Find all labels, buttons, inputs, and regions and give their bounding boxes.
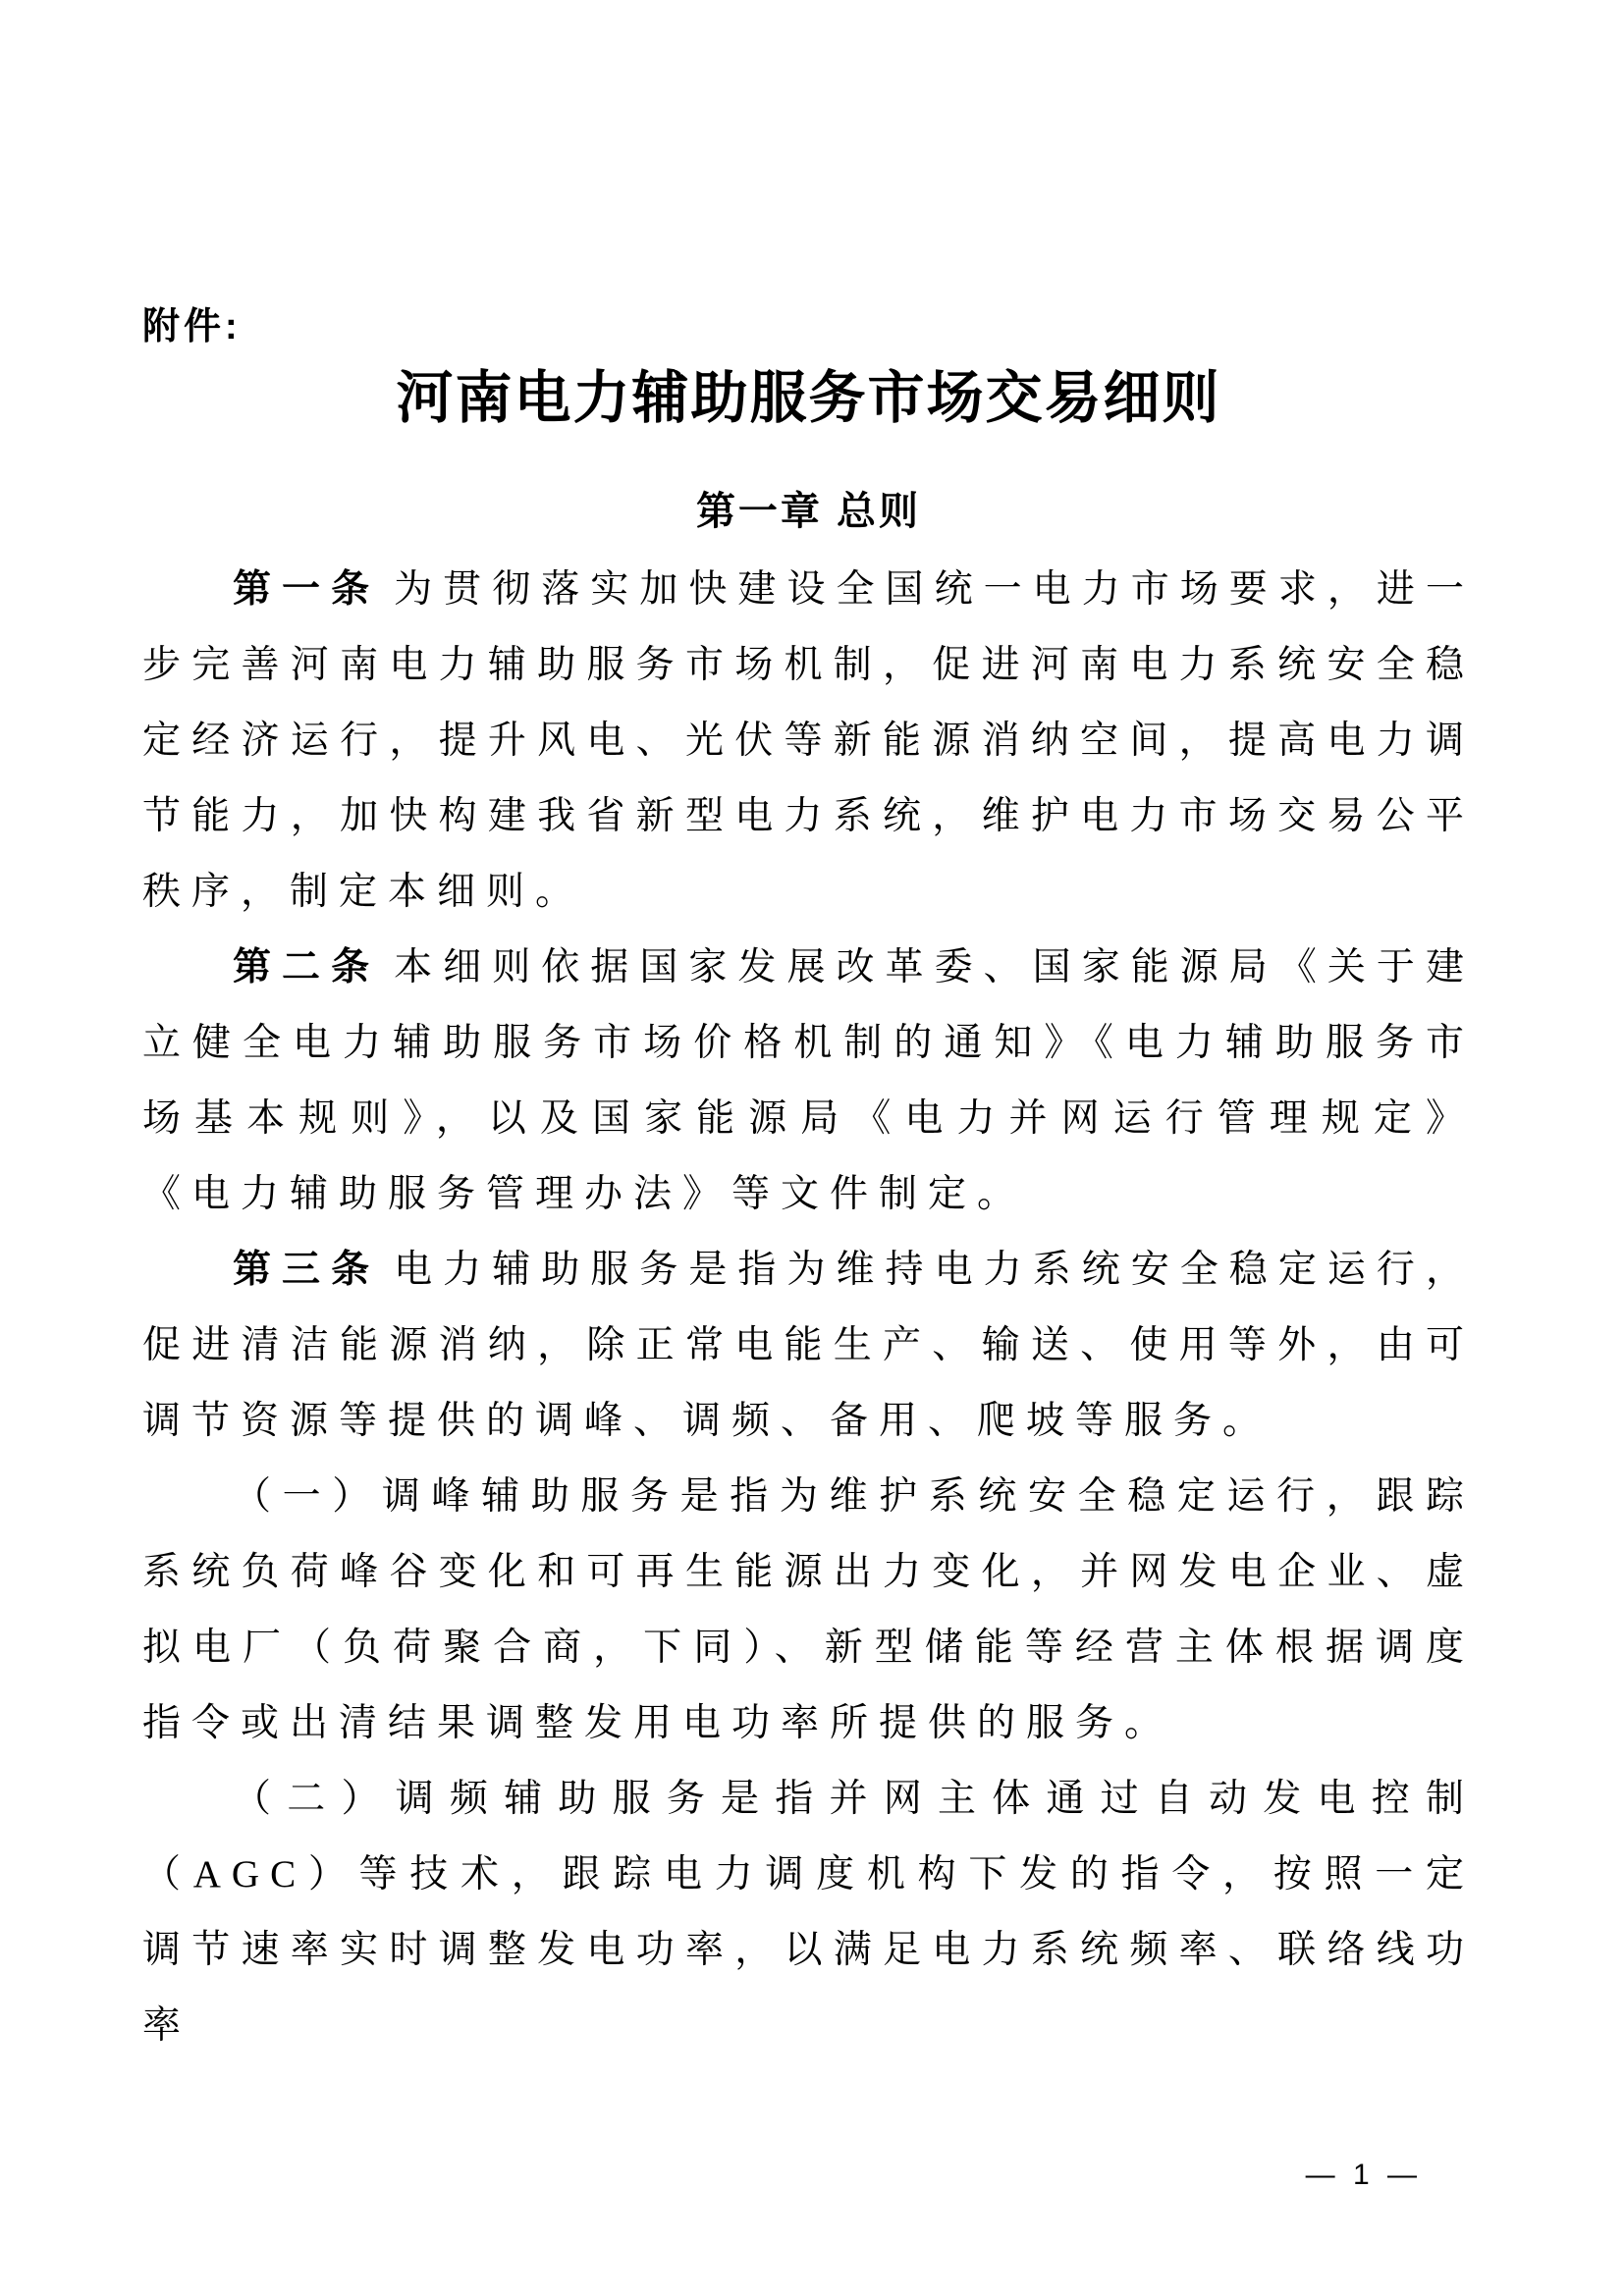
item-2-text: （二）调频辅助服务是指并网主体通过自动发电控制（AGC）等技术，跟踪电力调度机构下发的指令，按照一定调节速率实时调整发电功率，以满足电力系统频率、联络线功率 bbox=[142, 1778, 1475, 2047]
document-body bbox=[142, 552, 1475, 2063]
paragraph-item-1 bbox=[142, 1459, 1475, 1761]
paragraph-article-3 bbox=[142, 1232, 1475, 1459]
paragraph-item-2 bbox=[142, 1761, 1475, 2063]
page-title: 河南电力辅助服务市场交易细则 bbox=[396, 366, 1221, 430]
attachment-label: 附件: bbox=[142, 306, 242, 347]
paragraph-article-2 bbox=[142, 930, 1475, 1232]
article-3-text: 电力辅助服务是指为维持电力系统安全稳定运行，促进清洁能源消纳，除正常电能生产、输送、使用等外，由可调节资源等提供的调峰、调频、备用、爬坡等服务。 bbox=[142, 1249, 1475, 1442]
article-2-text: 本细则依据国家发展改革委、国家能源局《关于建立健全电力辅助服务市场价格机制的通知》《电力辅助服务市场基本规则》，以及国家能源局《电力并网运行管理规定》《电力辅助服务管理办法》等文件制定。 bbox=[142, 946, 1475, 1215]
item-1-text: （一）调峰辅助服务是指为维护系统安全稳定运行，跟踪系统负荷峰谷变化和可再生能源出力变化，并网发电企业、虚拟电厂（负荷聚合商，下同）、新型储能等经营主体根据调度指令或出清结果调整发用电功率所提供的服务。 bbox=[142, 1475, 1475, 1744]
page-number: — 1 — bbox=[1305, 2159, 1422, 2191]
chapter-heading: 第一章 总则 bbox=[695, 490, 922, 533]
article-1-text: 为贯彻落实加快建设全国统一电力市场要求，进一步完善河南电力辅助服务市场机制，促进河南电力系统安全稳定经济运行，提升风电、光伏等新能源消纳空间，提高电力调节能力，加快构建我省新型电力系统，维护电力市场交易公平秩序，制定本细则。 bbox=[142, 568, 1475, 913]
paragraph-article-1 bbox=[142, 552, 1475, 930]
article-3-label: 第三条 bbox=[233, 1249, 381, 1291]
article-1-label: 第一条 bbox=[233, 568, 381, 611]
article-2-label: 第二条 bbox=[233, 946, 381, 988]
